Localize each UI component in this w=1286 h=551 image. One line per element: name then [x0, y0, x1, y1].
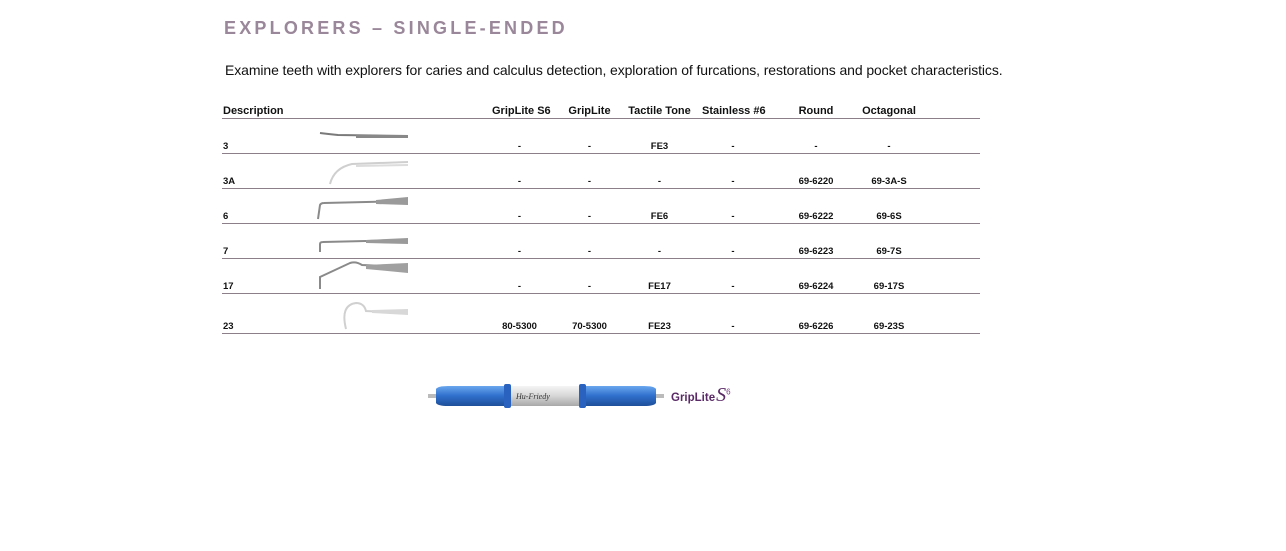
cell-griplite-s6: -: [517, 141, 522, 152]
header-octagonal: Octagonal: [862, 105, 916, 117]
cell-description: 17: [223, 281, 234, 292]
cell-octagonal: 69-6S: [876, 211, 902, 222]
header-tactile-tone: Tactile Tone: [628, 105, 691, 117]
cell-octagonal: -: [887, 141, 891, 152]
cell-stainless-6: -: [731, 211, 735, 222]
explorer-tip-3-image: [316, 119, 408, 151]
cell-stainless-6: -: [731, 176, 735, 187]
cell-round: 69-6222: [798, 211, 834, 222]
cell-octagonal: 69-3A-S: [871, 176, 907, 187]
explorer-tip-17-image: [316, 259, 408, 291]
cell-description: 7: [223, 246, 229, 257]
cell-tactile-tone: FE6: [650, 211, 669, 222]
explorer-tip-23-image: [316, 299, 408, 331]
header-round: Round: [798, 105, 834, 117]
cell-stainless-6: -: [731, 141, 735, 152]
cell-griplite-s6: -: [517, 211, 522, 222]
logo-mark: S: [716, 384, 727, 406]
cell-griplite: -: [587, 281, 592, 292]
cell-tactile-tone: FE17: [648, 281, 671, 292]
cell-stainless-6: -: [731, 321, 735, 332]
table-row: [222, 154, 980, 189]
cell-description: 6: [223, 211, 229, 222]
explorer-tip-6-image: [316, 189, 408, 221]
cell-description: 23: [223, 321, 234, 332]
header-griplite-s6: GripLite S6: [492, 105, 551, 117]
cell-griplite: -: [587, 246, 592, 257]
cell-stainless-6: -: [731, 246, 735, 257]
griplite-s6-logo: [671, 384, 731, 410]
cell-tactile-tone: FE23: [648, 321, 671, 332]
cell-griplite: -: [587, 141, 592, 152]
explorer-tip-3a-image: [316, 154, 408, 186]
cell-tactile-tone: -: [657, 246, 662, 257]
header-description: Description: [223, 105, 284, 117]
cell-round: 69-6220: [798, 176, 834, 187]
cell-griplite-s6: -: [517, 246, 522, 257]
cell-tactile-tone: FE3: [650, 141, 669, 152]
cell-octagonal: 69-23S: [873, 321, 905, 332]
cell-griplite-s6: 80-5300: [502, 321, 537, 332]
cell-stainless-6: -: [731, 281, 735, 292]
cell-griplite: -: [587, 176, 592, 187]
cell-griplite-s6: -: [517, 281, 522, 292]
cell-tactile-tone: -: [657, 176, 662, 187]
product-table: [222, 104, 980, 334]
cell-octagonal: 69-17S: [873, 281, 905, 292]
svg-text:Hu-Friedy: Hu-Friedy: [516, 392, 550, 401]
cell-octagonal: 69-7S: [876, 246, 902, 257]
table-header: [222, 104, 980, 119]
table-row: [222, 294, 980, 334]
cell-round: 69-6224: [798, 281, 834, 292]
cell-round: 69-6226: [798, 321, 834, 332]
intro-text: Examine teeth with explorers for caries and calculus detection, exploration of furcations, restorations and pocket characteristics.: [225, 62, 1003, 78]
explorer-tip-7-image: [316, 224, 408, 256]
page-title: EXPLORERS – SINGLE-ENDED: [224, 18, 568, 38]
table-row: [222, 189, 980, 224]
cell-griplite: 70-5300: [572, 321, 607, 332]
griplite-handle-image: [428, 381, 664, 411]
cell-description: 3: [223, 141, 229, 152]
header-stainless-6: Stainless #6: [702, 105, 766, 117]
cell-description: 3A: [223, 176, 236, 187]
cell-round: -: [814, 141, 818, 152]
cell-griplite: -: [587, 211, 592, 222]
table-row: [222, 119, 980, 154]
logo-superscript: 6: [726, 387, 731, 397]
table-row: [222, 224, 980, 259]
cell-round: 69-6223: [798, 246, 834, 257]
logo-brand-text: GripLite: [671, 392, 716, 404]
table-row: [222, 259, 980, 294]
header-griplite: GripLite: [568, 105, 611, 117]
cell-griplite-s6: -: [517, 176, 522, 187]
